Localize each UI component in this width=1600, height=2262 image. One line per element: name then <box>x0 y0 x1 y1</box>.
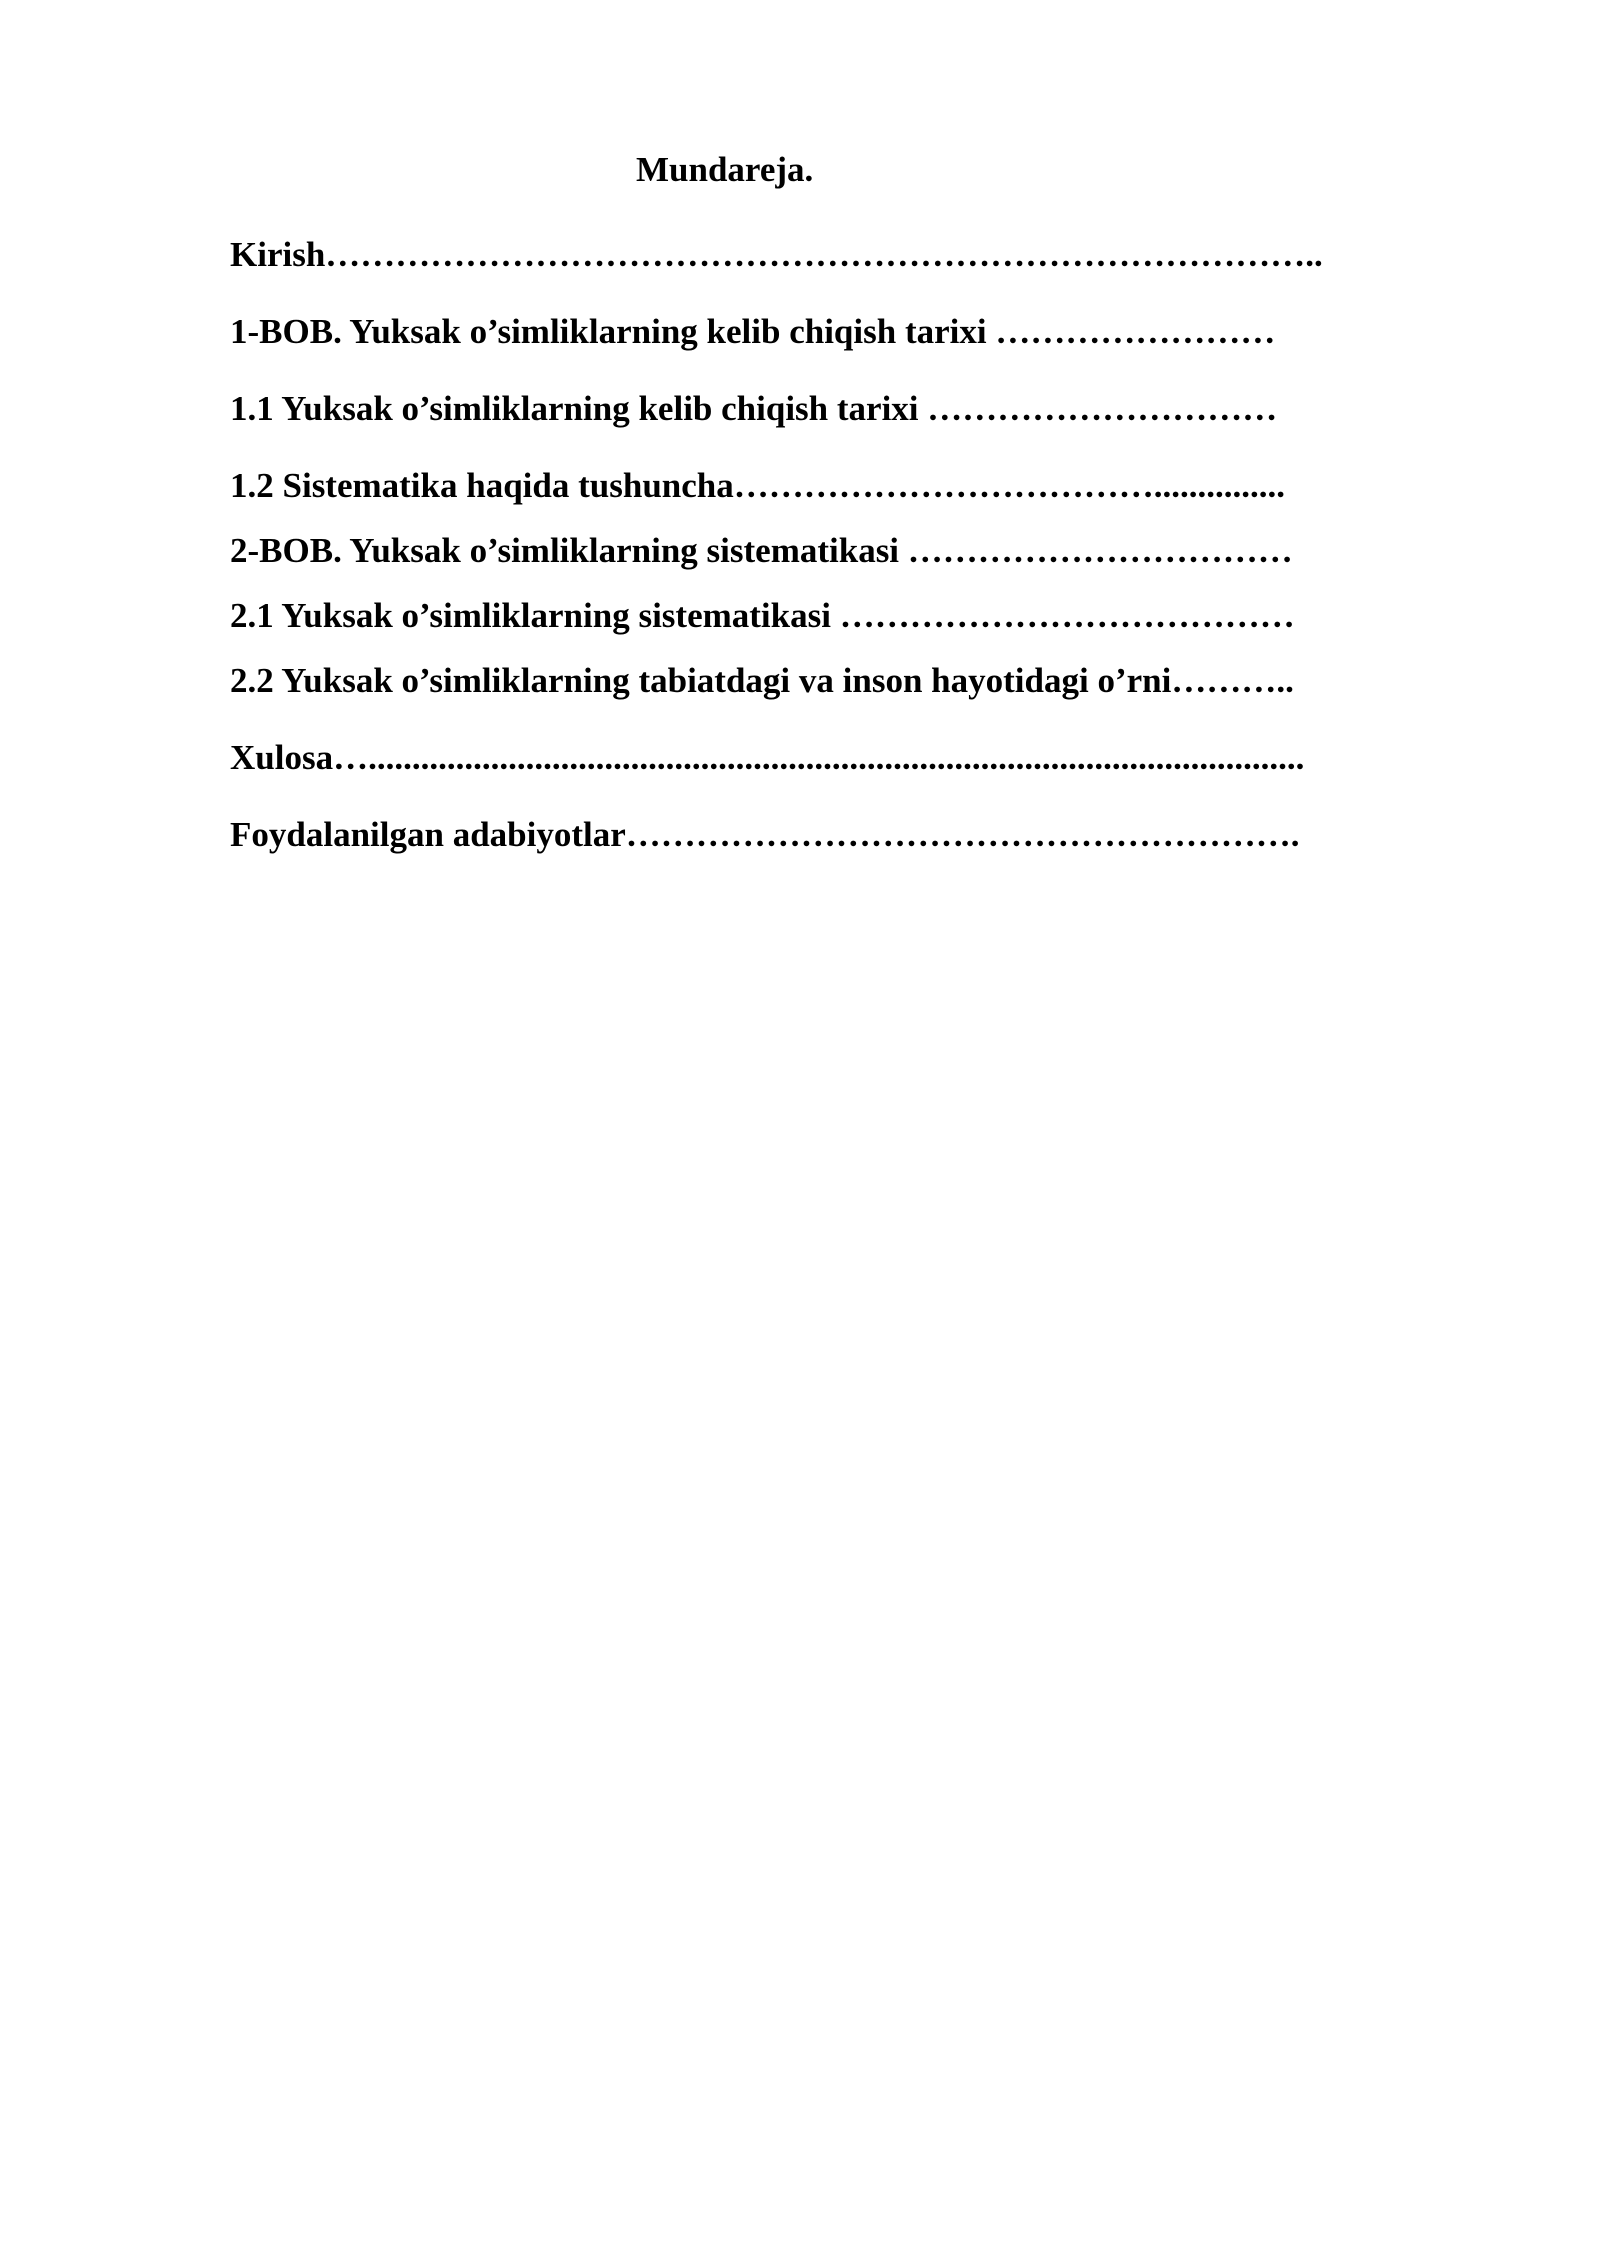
toc-entry-label: 2.1 Yuksak o’simliklarning sistematikasi <box>230 596 840 635</box>
page-title: Mundareja. <box>636 150 814 189</box>
toc-dot-leader: ………………………………………………………………………….. <box>325 235 1323 274</box>
toc-entry-section-1-2 <box>230 468 1285 503</box>
toc-entry-label: Kirish <box>230 235 326 274</box>
toc-dot-leader: …........................................................................................................... <box>333 738 1305 777</box>
toc-entry-section-2-2 <box>230 663 1294 698</box>
toc-entry-chapter-1 <box>230 314 1275 349</box>
toc-entry-label: 2-BOB. Yuksak o’simliklarning sistematikasi <box>230 531 908 570</box>
toc-entry-label: 1.1 Yuksak o’simliklarning kelib chiqish tarixi <box>230 389 928 428</box>
toc-dot-leader: …………………… <box>995 312 1276 351</box>
toc-entry-kirish <box>230 237 1323 272</box>
toc-entry-references <box>230 817 1300 852</box>
toc-entry-label: 2.2 Yuksak o’simliklarning tabiatdagi va inson hayotidagi o’rni <box>230 661 1172 700</box>
toc-entry-label: Xulosa <box>230 738 334 777</box>
toc-dot-leader: ……….. <box>1171 661 1294 700</box>
toc-dot-leader: ………………………………............... <box>733 466 1286 505</box>
toc-dot-leader: ………………………… <box>927 389 1278 428</box>
toc-dot-leader: …………………………………………………. <box>625 815 1300 854</box>
toc-entry-section-2-1 <box>230 598 1295 633</box>
toc-entry-xulosa <box>230 740 1304 775</box>
toc-entry-label: 1.2 Sistematika haqida tushuncha <box>230 466 734 505</box>
toc-entry-chapter-2 <box>230 533 1293 568</box>
toc-dot-leader: …………………………… <box>907 531 1293 570</box>
toc-entry-label: 1-BOB. Yuksak o’simliklarning kelib chiqish tarixi <box>230 312 996 351</box>
toc-entry-label: Foydalanilgan adabiyotlar <box>230 815 626 854</box>
toc-entry-section-1-1 <box>230 391 1277 426</box>
toc-dot-leader: ………………………………… <box>839 596 1295 635</box>
